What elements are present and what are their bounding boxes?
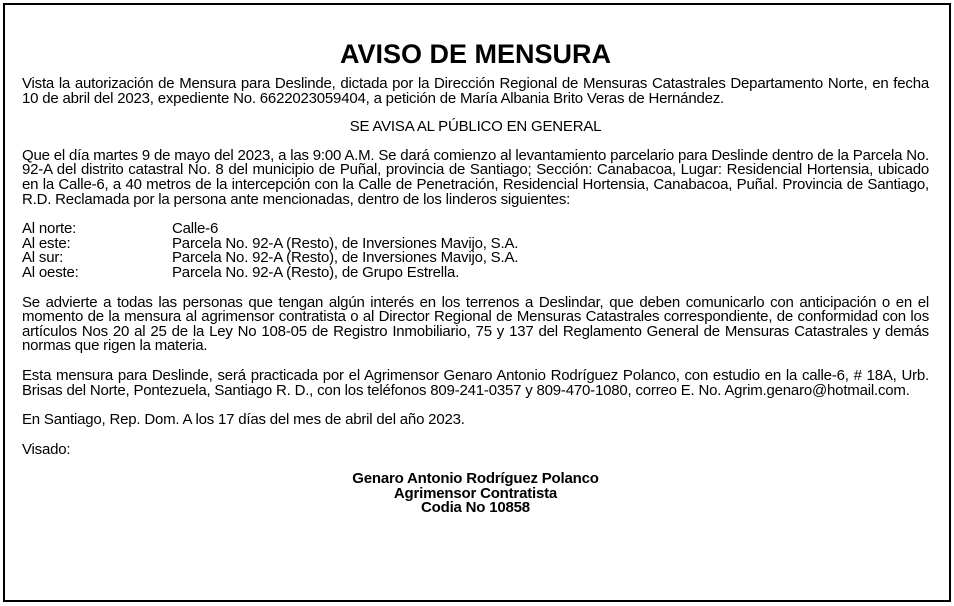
boundary-value: Parcela No. 92-A (Resto), de Inversiones Mavijo, S.A.: [172, 234, 519, 252]
visado-label: Visado:: [22, 440, 71, 458]
signature-role: Agrimensor Contratista: [393, 484, 558, 502]
boundary-west: [22, 263, 929, 281]
boundary-south: [22, 251, 929, 266]
notice-frame: [3, 3, 951, 602]
boundary-value: Parcela No. 92-A (Resto), de Inversiones Mavijo, S.A.: [172, 249, 519, 267]
signature-name: Genaro Antonio Rodríguez Polanco: [352, 470, 599, 488]
boundary-value: Calle-6: [172, 220, 219, 238]
boundary-label: Al este:: [22, 234, 71, 252]
surveyor-paragraph: Esta mensura para Deslinde, será practicada por el Agrimensor Genaro Antonio Rodríguez Polanco, con estudio en la calle-6, # 18A, Urb. Brisas del Norte, Pontezuela, Santiago R. D., con los teléfonos 809-241-0357 y 809-470-1080, correo E. No. Agrim.genaro@hotmail.com.: [22, 366, 929, 399]
boundaries-list: [22, 222, 929, 280]
notice-content: [22, 39, 929, 516]
signature-block: [22, 472, 929, 516]
warning-paragraph: Se advierte a todas las personas que tengan algún interés en los terrenos a Deslindar, que deben comunicarlo con anticipación o en el momento de la mensura al agrimensor contratista o al Director Regional de Mensuras Catastrales correspondiente, de conformidad con los artículos Nos 20 al 25 de la Ley No 108-05 de Registro Inmobiliario, 75 y 137 del Reglamento General de Mensuras Catastrales y demás normas que rigen la materia.: [22, 293, 929, 355]
place-date: En Santiago, Rep. Dom. A los 17 días del mes de abril del año 2023.: [22, 411, 465, 429]
signature-codia: Codia No 10858: [421, 499, 530, 517]
boundary-label: Al sur:: [22, 249, 64, 267]
boundary-label: Al oeste:: [22, 263, 79, 281]
description-paragraph: Que el día martes 9 de mayo del 2023, a las 9:00 A.M. Se dará comienzo al levantamiento parcelario para Deslinde dentro de la Parcela No. 92-A del distrito catastral No. 8 del municipio de Puñal, provincia de Santiago; Sección: Canabacoa, Lugar: Residencial Hortensia, ubicado en la Calle-6, a 40 metros de la intercepción con la Calle de Penetración, Residencial Hortensia, Canabacoa, Puñal. Provincia de Santiago, R.D. Reclamada por la persona ante mencionadas, dentro de los linderos siguientes:: [22, 146, 929, 208]
boundary-label: Al norte:: [22, 220, 77, 238]
boundary-value: Parcela No. 92-A (Resto), de Grupo Estrella.: [172, 263, 460, 281]
intro-paragraph: Vista la autorización de Mensura para Deslinde, dictada por la Dirección Regional de Mensuras Catastrales Departamento Norte, en fecha 10 de abril del 2023, expediente No. 6622023059404, a petición de María Albania Brito Veras de Hernández.: [22, 75, 929, 107]
announcement-heading: SE AVISA AL PÚBLICO EN GENERAL: [349, 118, 602, 136]
notice-title: AVISO DE MENSURA: [339, 39, 612, 69]
